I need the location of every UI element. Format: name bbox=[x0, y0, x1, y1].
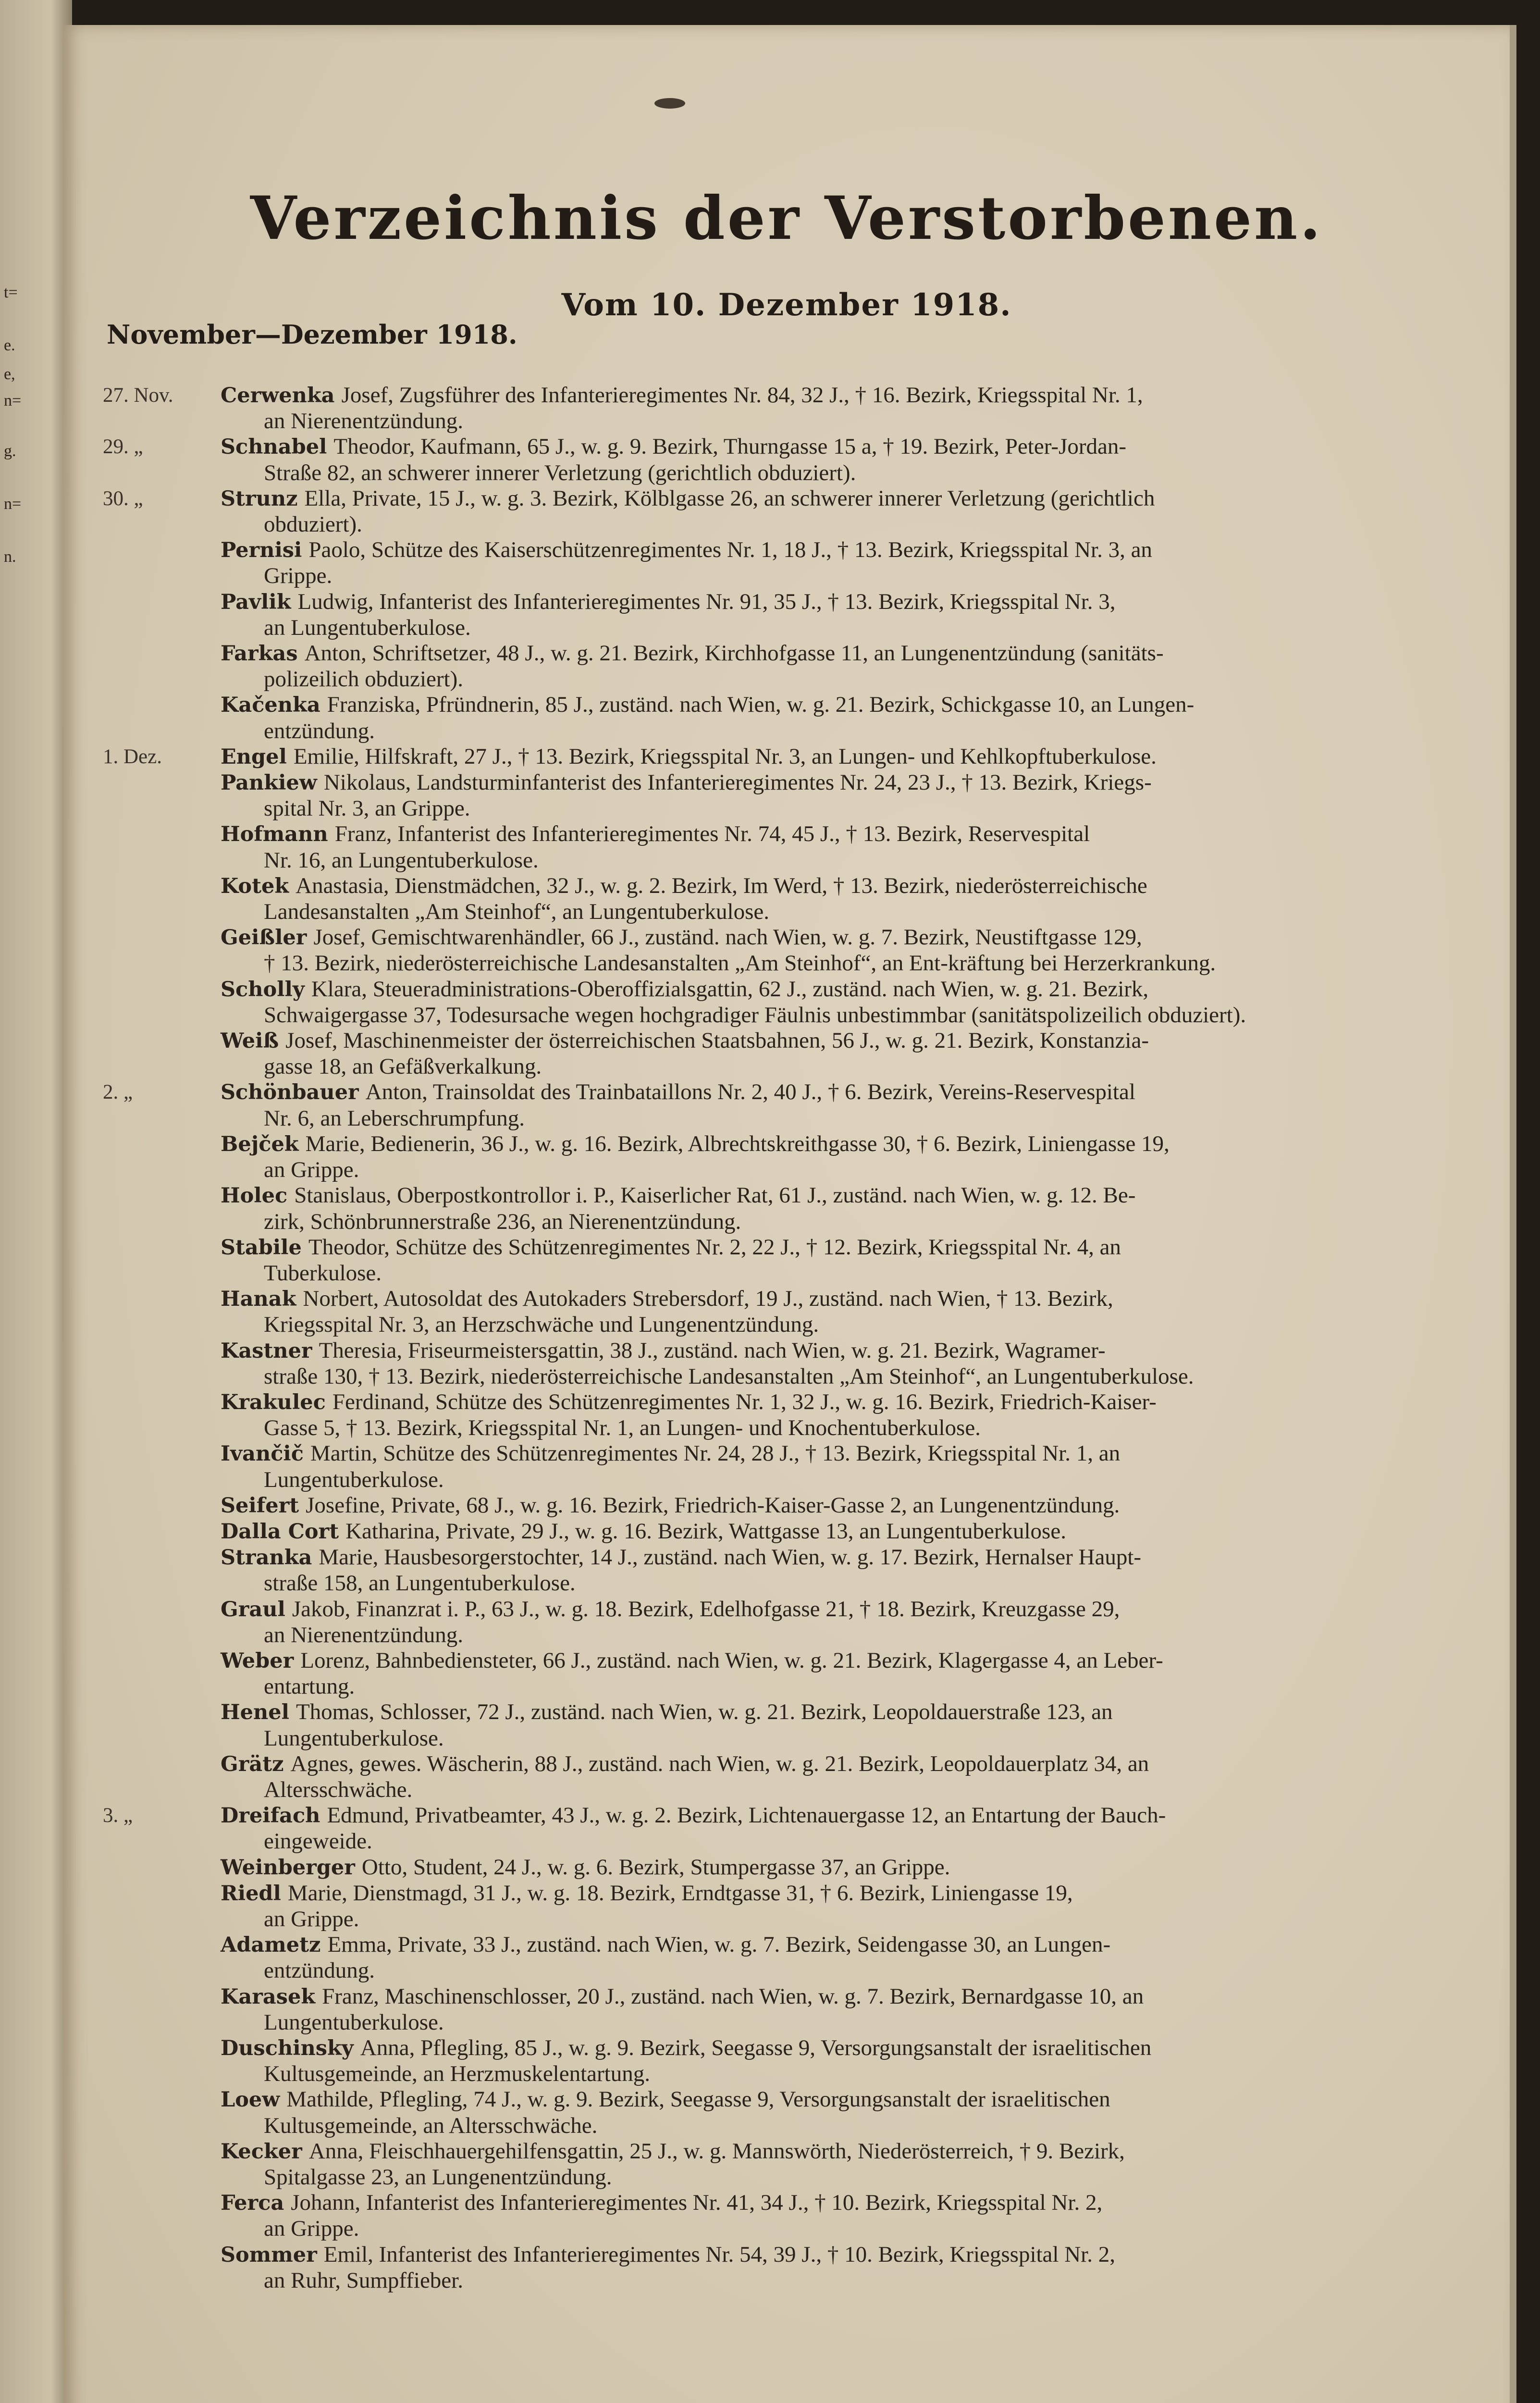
entry-surname: Adametz bbox=[221, 1933, 321, 1957]
entry-surname: Hofmann bbox=[221, 822, 328, 847]
entry-details: Martin, Schütze des Schützenregimentes Nr. 24, 28 J., † 13. Bezirk, Kriegsspital Nr. 1, an bbox=[310, 1441, 1121, 1466]
register-entry bbox=[63, 977, 1442, 1028]
entry-surname: Hanak bbox=[221, 1287, 296, 1312]
entry-details: Stanislaus, Oberpostkontrollor i. P., Kaiserlicher Rat, 61 J., zuständ. nach Wien, w. g. 12. Be- bbox=[294, 1183, 1136, 1208]
entry-continuation: Lungentuberkulose. bbox=[264, 1725, 444, 1751]
entry-surname: Kecker bbox=[221, 2139, 302, 2164]
register-entry bbox=[63, 1803, 1442, 1854]
entry-first-line bbox=[221, 589, 1442, 615]
register-entry bbox=[63, 1131, 1442, 1183]
entry-date: 27. Nov. bbox=[103, 384, 173, 407]
register-entry bbox=[63, 1338, 1442, 1389]
entry-details: Marie, Bedienerin, 36 J., w. g. 16. Bezirk, Albrechtskreithgasse 30, † 6. Bezirk, Liniengasse 19, bbox=[305, 1131, 1170, 1156]
entry-first-line bbox=[221, 1803, 1442, 1829]
entry-details: Josef, Gemischtwarenhändler, 66 J., zuständ. nach Wien, w. g. 7. Bezirk, Neustiftgasse 129, bbox=[313, 925, 1142, 950]
adjacent-page-fragment: e, bbox=[4, 365, 15, 383]
entry-continuation: Nr. 16, an Lungentuberkulose. bbox=[264, 847, 539, 873]
entry-continuation: Lungentuberkulose. bbox=[264, 1467, 444, 1492]
entry-first-line bbox=[221, 873, 1442, 899]
entry-continuation: an Grippe. bbox=[264, 1157, 359, 1183]
register-entry bbox=[63, 744, 1442, 770]
entry-first-line bbox=[221, 770, 1442, 796]
entry-surname: Ferca bbox=[221, 2191, 284, 2216]
entry-surname: Pernisi bbox=[221, 538, 302, 563]
entry-details: Emilie, Hilfskraft, 27 J., † 13. Bezirk, Kriegsspital Nr. 3, an Lungen- und Kehlkopftuberkulose. bbox=[293, 743, 1157, 769]
entry-first-line bbox=[221, 1881, 1442, 1907]
entry-details: Anna, Pflegling, 85 J., w. g. 9. Bezirk, Seegasse 9, Versorgungsanstalt der israelitischen bbox=[360, 2035, 1152, 2060]
register-entry bbox=[63, 925, 1442, 976]
entry-details: Marie, Hausbesorgerstochter, 14 J., zuständ. nach Wien, w. g. 17. Bezirk, Hernalser Haupt- bbox=[319, 1545, 1142, 1570]
death-register-list bbox=[63, 383, 1442, 2293]
entry-details: Edmund, Privatbeamter, 43 J., w. g. 2. Bezirk, Lichtenauergasse 12, an Entartung der Bauch- bbox=[327, 1803, 1166, 1828]
entry-first-line bbox=[221, 1932, 1442, 1958]
entry-details: Johann, Infanterist des Infanterieregimentes Nr. 41, 34 J., † 10. Bezirk, Kriegsspital Nr. 2, bbox=[291, 2190, 1103, 2216]
entry-details: Paolo, Schütze des Kaiserschützenregimentes Nr. 1, 18 J., † 13. Bezirk, Kriegsspital Nr. 3, an bbox=[308, 537, 1152, 563]
entry-first-line bbox=[221, 2242, 1442, 2268]
entry-surname: Stabile bbox=[221, 1235, 302, 1260]
entry-details: Anton, Schriftsetzer, 48 J., w. g. 21. Bezirk, Kirchhofgasse 11, an Lungenentzündung (sanitäts- bbox=[304, 641, 1164, 666]
entry-continuation: Tuberkulose. bbox=[264, 1260, 382, 1286]
register-entry bbox=[63, 1984, 1442, 2035]
adjacent-page-fragment: n= bbox=[4, 495, 22, 513]
entry-surname: Ivančič bbox=[221, 1442, 304, 1466]
register-entry bbox=[63, 1028, 1442, 1079]
entry-first-line bbox=[221, 1389, 1442, 1415]
entry-surname: Farkas bbox=[221, 642, 298, 666]
entry-continuation: Kriegsspital Nr. 3, an Herzschwäche und Lungenentzündung. bbox=[264, 1312, 819, 1338]
entry-surname: Kotek bbox=[221, 874, 289, 898]
entry-first-line bbox=[221, 925, 1442, 951]
entry-continuation: an Nierenentzündung. bbox=[264, 409, 464, 434]
entry-details: Franziska, Pfründnerin, 85 J., zuständ. nach Wien, w. g. 21. Bezirk, Schickgasse 10, an Lungen- bbox=[327, 692, 1195, 718]
register-entry bbox=[63, 1881, 1442, 1932]
entry-surname: Duschinsky bbox=[221, 2036, 354, 2060]
entry-surname: Schönbauer bbox=[221, 1080, 359, 1105]
entry-surname: Engel bbox=[221, 744, 287, 769]
entry-details: Jakob, Finanzrat i. P., 63 J., w. g. 18. Bezirk, Edelhofgasse 21, † 18. Bezirk, Kreuzgasse 29, bbox=[292, 1596, 1120, 1622]
entry-continuation: † 13. Bezirk, niederösterreichische Landesanstalten „Am Steinhof“, an Ent-kräftung bei Herzerkrankung. bbox=[264, 951, 1216, 976]
entry-surname: Krakulec bbox=[221, 1390, 326, 1414]
entry-first-line bbox=[221, 1493, 1442, 1519]
entry-surname: Weiß bbox=[221, 1029, 279, 1053]
entry-details: Emil, Infanterist des Infanterieregimentes Nr. 54, 39 J., † 10. Bezirk, Kriegsspital Nr. 2, bbox=[323, 2242, 1115, 2267]
entry-continuation: obduziert). bbox=[264, 512, 362, 537]
register-entry bbox=[63, 2035, 1442, 2087]
register-entry bbox=[63, 2087, 1442, 2138]
entry-surname: Henel bbox=[221, 1700, 289, 1725]
entry-details: Norbert, Autosoldat des Autokaders Strebersdorf, 19 J., zuständ. nach Wien, † 13. Bezirk, bbox=[303, 1286, 1113, 1312]
entry-first-line bbox=[221, 1079, 1442, 1105]
entry-first-line bbox=[221, 434, 1442, 460]
entry-continuation: zirk, Schönbrunnerstraße 236, an Nierenentzündung. bbox=[264, 1209, 741, 1234]
entry-first-line bbox=[221, 1338, 1442, 1364]
register-entry bbox=[63, 2139, 1442, 2190]
entry-continuation: entzündung. bbox=[264, 1958, 375, 1983]
entry-surname: Seifert bbox=[221, 1493, 299, 1518]
entry-continuation: an Grippe. bbox=[264, 1906, 359, 1932]
entry-continuation: Altersschwäche. bbox=[264, 1777, 413, 1802]
entry-date: 29. „ bbox=[103, 435, 143, 458]
entry-surname: Holec bbox=[221, 1184, 288, 1208]
entry-surname: Graul bbox=[221, 1597, 285, 1622]
entry-details: Josefine, Private, 68 J., w. g. 16. Bezirk, Friedrich-Kaiser-Gasse 2, an Lungenentzündung. bbox=[306, 1492, 1120, 1518]
entry-surname: Dreifach bbox=[221, 1804, 320, 1828]
entry-details: Anastasia, Dienstmädchen, 32 J., w. g. 2. Bezirk, Im Werd, † 13. Bezirk, niederösterreichische bbox=[296, 873, 1147, 898]
entry-continuation: Landesanstalten „Am Steinhof“, an Lungentuberkulose. bbox=[264, 899, 769, 925]
entry-details: Emma, Private, 33 J., zuständ. nach Wien, w. g. 7. Bezirk, Seidengasse 30, an Lungen- bbox=[327, 1932, 1111, 1957]
entry-details: Klara, Steueradministrations-Oberoffizialsgattin, 62 J., zuständ. nach Wien, w. g. 21. Bezirk, bbox=[311, 976, 1149, 1002]
page-title: Verzeichnis der Verstorbenen. bbox=[250, 184, 1323, 253]
entry-surname: Karasek bbox=[221, 1984, 316, 2009]
entry-date: 3. „ bbox=[103, 1804, 133, 1827]
adjacent-page-fragment: n= bbox=[4, 392, 22, 409]
register-entry bbox=[63, 1751, 1442, 1803]
register-entry bbox=[63, 2190, 1442, 2242]
register-entry bbox=[63, 1648, 1442, 1699]
entry-details: Theresia, Friseurmeistersgattin, 38 J., zuständ. nach Wien, w. g. 21. Bezirk, Wagramer- bbox=[319, 1338, 1106, 1363]
entry-first-line bbox=[221, 2139, 1442, 2165]
entry-first-line bbox=[221, 1286, 1442, 1312]
entry-first-line bbox=[221, 1648, 1442, 1674]
entry-first-line bbox=[221, 2190, 1442, 2216]
entry-continuation: Gasse 5, † 13. Bezirk, Kriegsspital Nr. 1, an Lungen- und Knochentuberkulose. bbox=[264, 1415, 981, 1441]
entry-details: Josef, Maschinenmeister der österreichischen Staatsbahnen, 56 J., w. g. 21. Bezirk, Konstanzia- bbox=[285, 1028, 1149, 1053]
entry-first-line bbox=[221, 1028, 1442, 1054]
adjacent-page-fragment: g. bbox=[4, 442, 16, 460]
entry-details: Nikolaus, Landsturminfanterist des Infanterieregimentes Nr. 24, 23 J., † 13. Bezirk, Kriegs- bbox=[323, 770, 1152, 795]
register-entry bbox=[63, 1932, 1442, 1983]
entry-continuation: entzündung. bbox=[264, 718, 375, 743]
entry-first-line bbox=[221, 1597, 1442, 1623]
entry-continuation: an Ruhr, Sumpffieber. bbox=[264, 2267, 463, 2293]
entry-first-line bbox=[221, 641, 1442, 667]
register-entry bbox=[63, 692, 1442, 743]
register-entry bbox=[63, 1286, 1442, 1338]
entry-date: 2. „ bbox=[103, 1081, 133, 1104]
register-entry bbox=[63, 1855, 1442, 1881]
entry-surname: Geißler bbox=[221, 926, 307, 950]
adjacent-page-edge bbox=[0, 0, 72, 2403]
entry-details: Franz, Infanterist des Infanterieregimentes Nr. 74, 45 J., † 13. Bezirk, Reservespital bbox=[334, 821, 1090, 847]
entry-first-line bbox=[221, 1519, 1442, 1545]
adjacent-page-fragment: e. bbox=[4, 336, 15, 354]
register-entry bbox=[63, 486, 1442, 537]
entry-first-line bbox=[221, 821, 1442, 847]
register-entry bbox=[63, 2242, 1442, 2293]
entry-first-line bbox=[221, 1441, 1442, 1467]
entry-surname: Pavlik bbox=[221, 590, 291, 614]
entry-first-line bbox=[221, 692, 1442, 718]
register-entry bbox=[63, 589, 1442, 641]
register-entry bbox=[63, 383, 1442, 434]
entry-continuation: Kultusgemeinde, an Altersschwäche. bbox=[264, 2113, 598, 2138]
entry-surname: Weinberger bbox=[221, 1855, 355, 1880]
entry-details: Ludwig, Infanterist des Infanterieregimentes Nr. 91, 35 J., † 13. Bezirk, Kriegsspital Nr. 3, bbox=[297, 589, 1116, 614]
entry-surname: Pankiew bbox=[221, 771, 317, 795]
register-entry bbox=[63, 1545, 1442, 1596]
register-entry bbox=[63, 1597, 1442, 1648]
entry-details: Lorenz, Bahnbediensteter, 66 J., zuständ. nach Wien, w. g. 21. Bezirk, Klagergasse 4, an Leber- bbox=[300, 1647, 1163, 1673]
entry-first-line bbox=[221, 537, 1442, 563]
register-entry bbox=[63, 641, 1442, 692]
entry-surname: Cerwenka bbox=[221, 384, 335, 408]
entry-details: Agnes, gewes. Wäscherin, 88 J., zuständ. nach Wien, w. g. 21. Bezirk, Leopoldauerplatz 34, an bbox=[290, 1751, 1149, 1776]
entry-details: Theodor, Schütze des Schützenregimentes Nr. 2, 22 J., † 12. Bezirk, Kriegsspital Nr. 4, an bbox=[308, 1234, 1121, 1260]
entry-continuation: gasse 18, an Gefäßverkalkung. bbox=[264, 1054, 542, 1079]
entry-continuation: Nr. 6, an Leberschrumpfung. bbox=[264, 1105, 525, 1131]
entry-first-line bbox=[221, 977, 1442, 1003]
entry-surname: Weber bbox=[221, 1648, 294, 1673]
entry-first-line bbox=[221, 1699, 1442, 1725]
entry-first-line bbox=[221, 1751, 1442, 1777]
entry-surname: Kastner bbox=[221, 1338, 312, 1363]
entry-details: Anna, Fleischhauergehilfensgattin, 25 J., w. g. Mannswörth, Niederösterreich, † 9. Bezirk, bbox=[308, 2138, 1125, 2164]
entry-continuation: an Lungentuberkulose. bbox=[264, 615, 471, 640]
entry-first-line bbox=[221, 1855, 1442, 1881]
register-entry bbox=[63, 873, 1442, 925]
entry-continuation: an Nierenentzündung. bbox=[264, 1622, 464, 1647]
entry-continuation: Schwaigergasse 37, Todesursache wegen hochgradiger Fäulnis unbestimmbar (sanitätspolizeilich obduziert). bbox=[264, 1002, 1246, 1028]
entry-first-line bbox=[221, 1545, 1442, 1571]
entry-continuation: straße 158, an Lungentuberkulose. bbox=[264, 1571, 576, 1596]
entry-continuation: straße 130, † 13. Bezirk, niederösterreichische Landesanstalten „Am Steinhof“, an Lungentuberkulose. bbox=[264, 1363, 1194, 1389]
entry-continuation: Straße 82, an schwerer innerer Verletzung (gerichtlich obduziert). bbox=[264, 460, 856, 485]
entry-date: 30. „ bbox=[103, 487, 143, 510]
entry-surname: Scholly bbox=[221, 977, 305, 1002]
register-entry bbox=[63, 1183, 1442, 1234]
register-entry bbox=[63, 821, 1442, 873]
entry-first-line bbox=[221, 383, 1442, 409]
entry-continuation: Spitalgasse 23, an Lungenentzündung. bbox=[264, 2165, 612, 2190]
entry-surname: Riedl bbox=[221, 1881, 281, 1906]
entry-details: Thomas, Schlosser, 72 J., zuständ. nach Wien, w. g. 21. Bezirk, Leopoldauerstraße 123, an bbox=[296, 1699, 1113, 1725]
register-entry bbox=[63, 1389, 1442, 1441]
entry-continuation: spital Nr. 3, an Grippe. bbox=[264, 796, 470, 821]
entry-details: Franz, Maschinenschlosser, 20 J., zuständ. nach Wien, w. g. 7. Bezirk, Bernardgasse 10, an bbox=[322, 1983, 1144, 2009]
entry-first-line bbox=[221, 2087, 1442, 2113]
register-entry bbox=[63, 537, 1442, 589]
entry-surname: Stranka bbox=[221, 1546, 312, 1570]
document-page bbox=[63, 25, 1516, 2403]
entry-surname: Grätz bbox=[221, 1752, 284, 1776]
entry-details: Ferdinand, Schütze des Schützenregimentes Nr. 1, 32 J., w. g. 16. Bezirk, Friedrich-Kaiser- bbox=[332, 1389, 1157, 1414]
entry-surname: Dalla Cort bbox=[221, 1519, 339, 1544]
entry-details: Marie, Dienstmagd, 31 J., w. g. 18. Bezirk, Erndtgasse 31, † 6. Bezirk, Liniengasse 19, bbox=[287, 1880, 1073, 1906]
register-entry bbox=[63, 1519, 1442, 1545]
entry-continuation: Kultusgemeinde, an Herzmuskelentartung. bbox=[264, 2061, 650, 2087]
ink-blot bbox=[654, 98, 685, 109]
entry-first-line bbox=[221, 1235, 1442, 1261]
entry-surname: Bejček bbox=[221, 1132, 299, 1156]
entry-first-line bbox=[221, 1131, 1442, 1157]
entry-first-line bbox=[221, 486, 1442, 512]
entry-continuation: eingeweide. bbox=[264, 1829, 372, 1854]
entry-first-line bbox=[221, 2035, 1442, 2061]
entry-continuation: an Grippe. bbox=[264, 2216, 359, 2242]
adjacent-page-fragment: t= bbox=[4, 284, 18, 301]
adjacent-page-fragment: n. bbox=[4, 548, 16, 566]
register-entry bbox=[63, 1493, 1442, 1519]
entry-date: 1. Dez. bbox=[103, 745, 162, 768]
entry-first-line bbox=[221, 1183, 1442, 1209]
entry-details: Anton, Trainsoldat des Trainbataillons Nr. 2, 40 J., † 6. Bezirk, Vereins-Reservespital bbox=[365, 1079, 1135, 1105]
entry-surname: Loew bbox=[221, 2088, 280, 2112]
entry-details: Theodor, Kaufmann, 65 J., w. g. 9. Bezirk, Thurngasse 15 a, † 19. Bezirk, Peter-Jordan- bbox=[333, 434, 1127, 459]
period-heading: November—Dezember 1918. bbox=[107, 319, 517, 350]
entry-surname: Kačenka bbox=[221, 693, 320, 718]
entry-details: Ella, Private, 15 J., w. g. 3. Bezirk, Kölblgasse 26, an schwerer innerer Verletzung (gerichtlich bbox=[304, 485, 1155, 511]
entry-details: Mathilde, Pflegling, 74 J., w. g. 9. Bezirk, Seegasse 9, Versorgungsanstalt der israelitischen bbox=[286, 2087, 1110, 2112]
entry-continuation: polizeilich obduziert). bbox=[264, 667, 464, 692]
register-entry bbox=[63, 1235, 1442, 1286]
register-entry bbox=[63, 770, 1442, 821]
page-subtitle: Vom 10. Dezember 1918. bbox=[561, 287, 1012, 323]
entry-first-line bbox=[221, 744, 1442, 770]
entry-continuation: Lungentuberkulose. bbox=[264, 2009, 444, 2035]
entry-details: Otto, Student, 24 J., w. g. 6. Bezirk, Stumpergasse 37, an Grippe. bbox=[361, 1854, 950, 1880]
register-entry bbox=[63, 1699, 1442, 1751]
register-entry bbox=[63, 434, 1442, 485]
entry-continuation: Grippe. bbox=[264, 563, 333, 589]
entry-details: Katharina, Private, 29 J., w. g. 16. Bezirk, Wattgasse 13, an Lungentuberkulose. bbox=[345, 1518, 1066, 1544]
entry-surname: Sommer bbox=[221, 2242, 317, 2267]
entry-surname: Schnabel bbox=[221, 435, 327, 459]
entry-continuation: entartung. bbox=[264, 1674, 355, 1699]
register-entry bbox=[63, 1441, 1442, 1492]
register-entry bbox=[63, 1079, 1442, 1131]
entry-surname: Strunz bbox=[221, 486, 298, 511]
entry-first-line bbox=[221, 1984, 1442, 2010]
entry-details: Josef, Zugsführer des Infanterieregimentes Nr. 84, 32 J., † 16. Bezirk, Kriegsspital Nr. 1, bbox=[341, 383, 1143, 408]
